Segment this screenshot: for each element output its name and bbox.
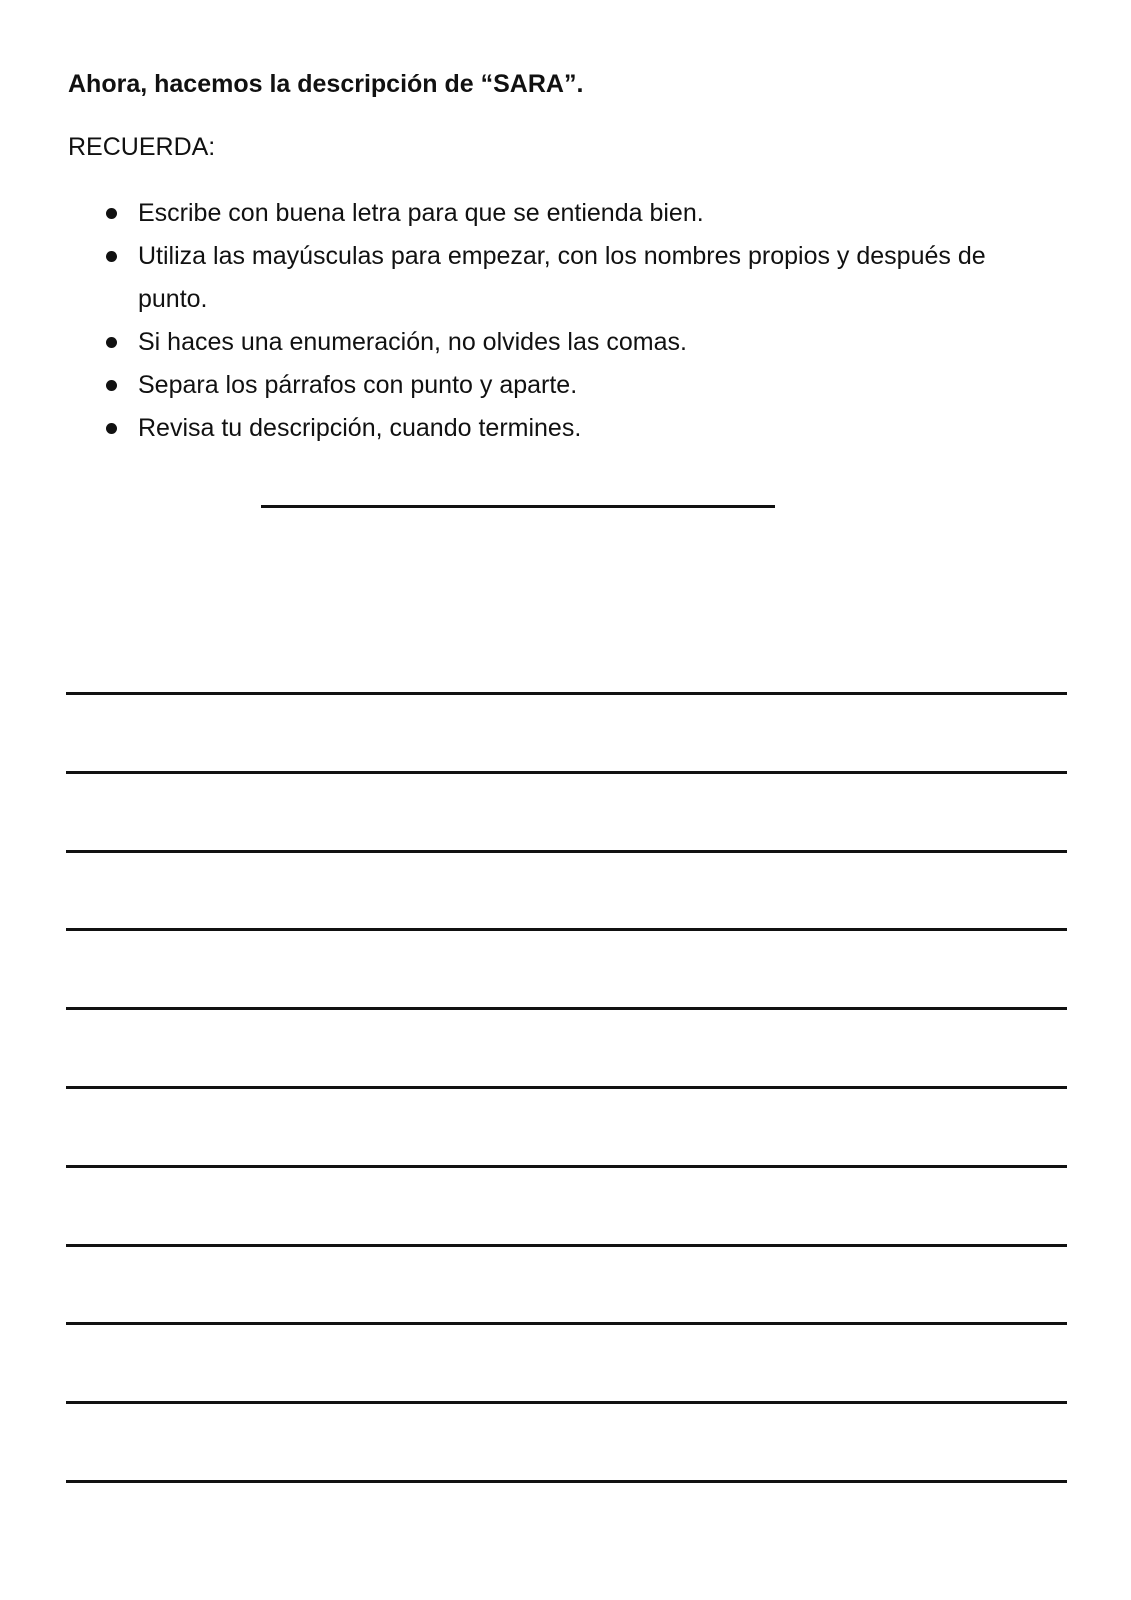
writing-line[interactable] — [66, 1244, 1067, 1247]
tip-text: Utiliza las mayúsculas para empezar, con los nombres propios y después de punto. — [138, 242, 986, 313]
tip-text: Si haces una enumeración, no olvides las comas. — [138, 328, 687, 356]
writing-area — [66, 0, 1067, 1600]
writing-line[interactable] — [66, 771, 1067, 774]
tip-text: Separa los párrafos con punto y aparte. — [138, 371, 578, 399]
writing-line[interactable] — [66, 692, 1067, 695]
writing-line[interactable] — [66, 1165, 1067, 1168]
page-title: Ahora, hacemos la descripción de “SARA”. — [68, 70, 584, 98]
writing-line[interactable] — [66, 1401, 1067, 1404]
writing-line[interactable] — [66, 850, 1067, 853]
tip-text: Escribe con buena letra para que se entienda bien. — [138, 199, 704, 227]
writing-line[interactable] — [66, 1007, 1067, 1010]
reminder-heading: RECUERDA: — [68, 133, 216, 161]
writing-line[interactable] — [66, 928, 1067, 931]
tip-text: Revisa tu descripción, cuando termines. — [138, 414, 582, 442]
writing-line[interactable] — [66, 1322, 1067, 1325]
writing-line[interactable] — [66, 1480, 1067, 1483]
writing-line[interactable] — [66, 1086, 1067, 1089]
